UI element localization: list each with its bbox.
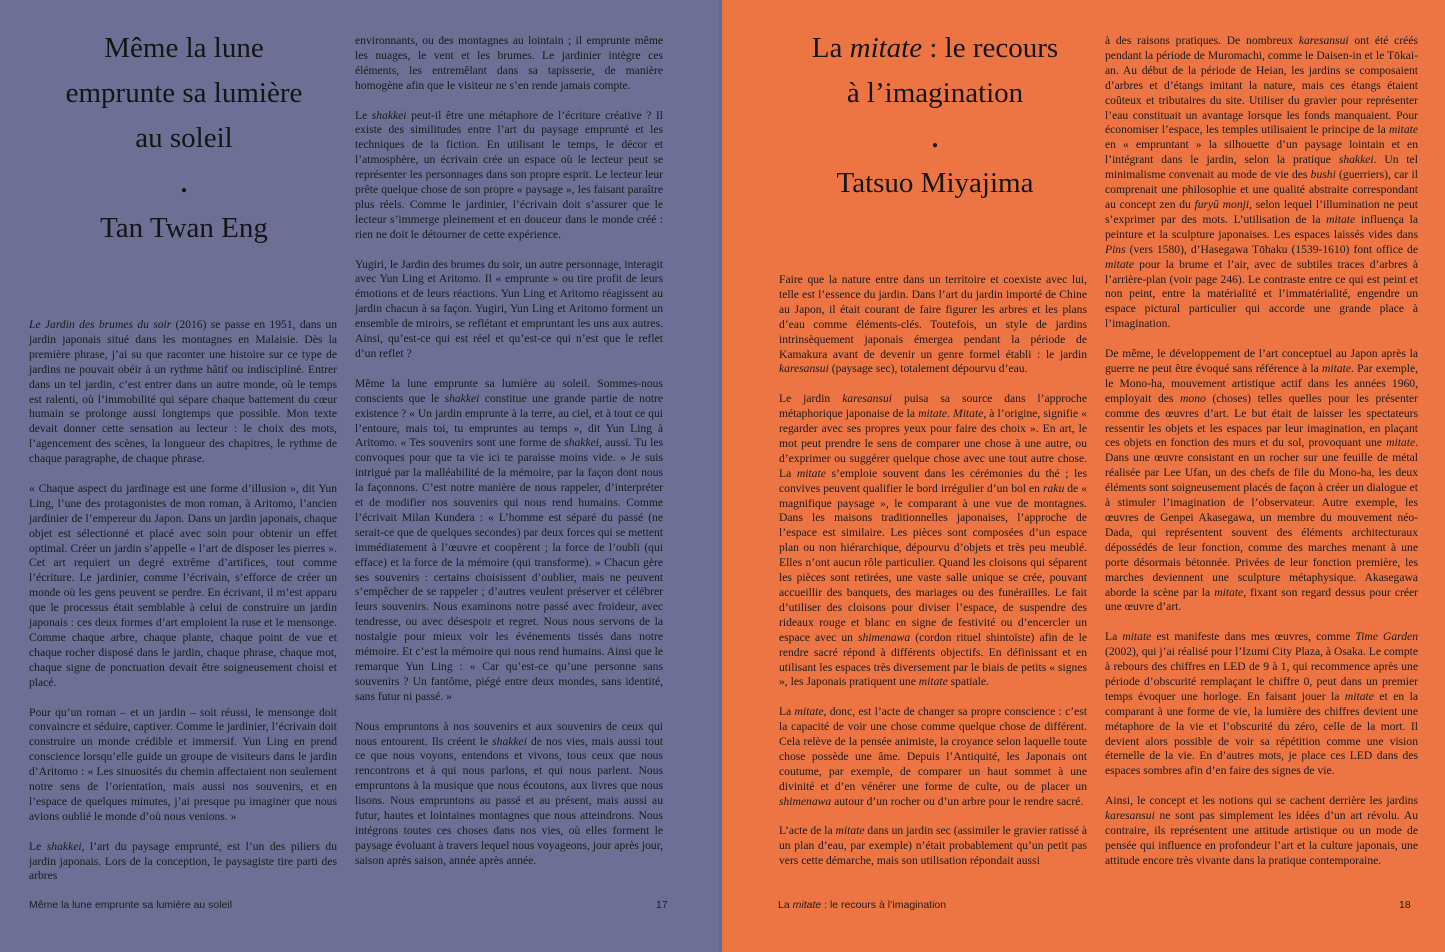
paragraph: La mitate est manifeste dans mes œuvres, comme Time Garden (2002), qui j’ai réalisé pour l’Izumi City Plaza, à Osaka. Le compte à rebours des chiffres en LED de 9 à 1, qui recommence après une période d’obscurité remplaçant le chiffre 0, peut dans un premier temps évoquer une horloge. En faisant jouer la mitate et en la comparant à une forme de vie, la lumière des chiffres devient une métaphore de la vie et l’obscurité du zéro, celle de la mort. Il devient alors possible de voir sa répétition comme une vision éternelle de la vie. En d’autres mots, je place ces LED dans des espaces sombres afin d’en faire des signes de vie.: [1105, 630, 1419, 778]
right-column-2: [1105, 34, 1418, 874]
left-page-number: 17: [656, 899, 668, 911]
paragraph: Ainsi, le concept et les notions qui se cachent derrière les jardins karesansui ne sont pas simplement les idées d’un art révolu. Au contraire, ils représentent une attitude artistique ou un mode de pensée qui influence en profondeur l’art et la culture japonais, une attitude encore très vivante dans la pratique contemporaine.: [1105, 794, 1418, 867]
right-title-line: [770, 26, 1100, 71]
left-title-line: Même la lune: [104, 32, 264, 64]
left-running-title: Même la lune emprunte sa lumière au soleil: [29, 899, 233, 911]
paragraph: Le Jardin des brumes du soir (2016) se passe en 1951, dans un jardin japonais situé dans les montagnes en Malaisie. Dès la première phrase, j’ai su que raconter une histoire sur ce type de jardins ne pouvait obéir à un rythme hâtif ou indiscipliné. Entrer dans un tel jardin, c’est entrer dans un autre monde, où le temps est ralenti, où l’immobilité qui sépare chaque battement du cœur humain se prolonge aussi longtemps que possible. Mon texte devait donner cette sensation au lecteur : le choix des mots, l’agencement des scènes, la longueur des chapitres, le rythme de chaque paragraphe, de chaque phrase.: [29, 318, 337, 466]
paragraph: Même la lune emprunte sa lumière au soleil. Sommes-nous conscients que le shakkei constitue une grande partie de notre existence ? « Un jardin emprunte à la terre, au ciel, et à tout ce qui l’entoure, mais toi, tu empruntes au temps », dit Yun Ling à Aritomo. « Tes souvenirs sont une forme de shakkei, aussi. Tu les convoques pour que ta vie ici te paraisse moins vide. » Je suis intrigué par la malléabilité de la mémoire, par la façon dont nous la façonnons. C’est notre manière de nous rappeler, d’interpréter et de modifier nos souvenirs qui nous rend humains. Comme l’écrivait Milan Kundera : « L’homme est séparé du passé (ne serait-ce que de quelques secondes) par deux forces qui se mettent immédiatement à l’œuvre et coopèrent ; la force de l’oubli (qui efface) et la force de la mémoire (qui transforme). » Chacun gère ses souvenirs : certains choisissent d’oublier, mais ne peuvent s’empêcher de se rappeler ; d’autres veulent préserver et célébrer leurs souvenirs. Nous examinons notre passé avec froideur, avec tendresse, ou avec désespoir et regret. Nous nous servons de la nostalgie pour mieux voir les événements tissés dans notre mémoire. Et c’est la mémoire qui nous rend humains. Ainsi que le remarque Yun Ling : « Car qu’est-ce qu’une personne sans souvenirs ? Un fantôme, piégé entre deux mondes, sans identité, sans futur ni passé. »: [355, 376, 663, 703]
right-running-title: [778, 899, 946, 911]
title-separator: .: [180, 169, 188, 198]
left-title-block: [20, 26, 348, 251]
paragraph: L’acte de la mitate dans un jardin sec (assimiler le gravier ratissé à un plan d’eau, par exemple) n’était probablement qu’un petit pas vers cette démarche, mais son utilisation répondait aussi: [779, 824, 1087, 868]
paragraph: « Chaque aspect du jardinage est une forme d’illusion », dit Yun Ling, l’une des protagonistes de mon roman, à Aritomo, l’ancien jardinier de l’empereur du Japon. Dans un jardin japonais, chaque objet est sélectionné et placé avec soin pour obtenir un effet optimal. Créer un jardin s’appelle « l’art de disposer les pierres ». Cet art requiert un degré extrême d’artifices, tout comme l’écriture. Le jardinier, comme l’écrivain, s’efforce de créer un monde où les gens peuvent se perdre. En écrivant, il m’est apparu que le processus était semblable à celui de construire un jardin japonais : ces deux formes d’art emploient la ruse et le mensonge. Comme chaque arbre, chaque plante, chaque point de vue et chaque rocher disposé dans le jardin, chaque phrase, chaque mot, chaque signe de ponctuation devait être soigneusement choisi et placé.: [29, 481, 337, 689]
paragraph: De même, le développement de l’art conceptuel au Japon après la guerre ne peut être évoqué sans référence à la mitate. Par exemple, le Mono-ha, mouvement artistique actif dans les années 1960, employait des mono (choses) telles quelles pour les présenter comme des œuvres d’art. Le but était de laisser les spectateurs ressentir les objets et les espaces par leur imagination, en plaçant ces objets en fonction des murs et du sol, provoquant une mitate. Dans une œuvre consistant en un rocher sur une feuille de métal réalisée par Lee Ufan, un des chefs de file du Mono-ha, les deux éléments sont soigneusement placés de façon à créer un dialogue et à stimuler l’imagination de l’observateur. Autre exemple, les œuvres de Genpei Akasegawa, un membre du mouvement néo-Dada, qui représentent souvent des éléments architecturaux dépossédés de leur fonction, comme des marches menant à une porte désormais bétonnée. Privées de leur fonction première, les marches deviennent une sculpture métaphysique. Akasegawa aborde la scène par la mitate, fixant son regard dessus pour créer une œuvre d’art.: [1105, 347, 1418, 614]
paragraph: Le shakkei, l’art du paysage emprunté, est l’un des piliers du jardin japonais. Lors de la conception, le paysagiste tire parti des arbres: [29, 839, 337, 883]
paragraph: La mitate, donc, est l’acte de changer sa propre conscience : c’est la capacité de voir une chose comme quelque chose de différent. Cela relève de la pensée animiste, la croyance selon laquelle toute chose possède une âme. Depuis l’Antiquité, les Japonais ont coutume, par exemple, de comparer un haut sommet à une divinité et d’en vénérer une forme de culte, ou de placer un shimenawa autour d’un rocher ou d’un arbre pour le rendre sacré.: [779, 705, 1087, 808]
footer-text: La: [778, 899, 793, 911]
title-text: : le recours: [922, 32, 1059, 64]
left-title-line: au soleil: [135, 122, 233, 154]
paragraph: à des raisons pratiques. De nombreux karesansui ont été créés pendant la période de Muromachi, comme le Daisen-in et le Tōkai-an. Au début de la période de Heian, les jardins se composaient d’arbres et d’étangs imitant la nature, mais ces étangs étaient coûteux et tributaires du site. Utiliser du gravier pour représenter l’eau constituait un avantage lorsque les fonds manquaient. Pour économiser l’espace, les temples utilisaient le principe de la mitate en « empruntant » la silhouette d’un paysage lointain et en l’intégrant dans le jardin, selon la pratique shakkei. Un tel minimalisme convenait au mode de vie des bushi (guerriers), car il comprenait une philosophie et une qualité abstraite correspondant au concept zen du furyū monji, selon lequel l’illumination ne peut s’exprimer par des mots. L’utilisation de la mitate influença la peinture et la sculpture japonaises. Les espaces laissés vides dans Pins (vers 1580), d’Hasegawa Tōhaku (1539-1610) font office de mitate pour la brume et l’air, avec de subtiles traces d’arbres à l’arrière-plan (voir page 246). Le contraste entre ce qui est peint et non peint, entre la matérialité et l’immatérialité, engendre un espace pictural particulier qui accorde une grande place à l’imagination.: [1105, 34, 1419, 331]
spine-shadow: [719, 0, 725, 952]
paragraph: Le shakkei peut-il être une métaphore de l’écriture créative ? Il existe des similitudes entre l’art du paysage emprunté et les techniques de la fiction. En utilisant le temps, le décor et l’atmosphère, un écrivain crée un espace où le lecteur peut se représenter les personnages dans son propre esprit. Le lecteur leur prête quelque chose de son propre « paysage », les faisant paraître plus réels. Comme le jardinier, l’écrivain doit s’assurer que le lecteur s’immerge pleinement et en douceur dans le monde créé : rien ne doit le détourner de cette expérience.: [355, 108, 663, 241]
left-page: [0, 0, 722, 952]
left-author: Tan Twan Eng: [100, 212, 268, 244]
right-author: Tatsuo Miyajima: [836, 167, 1034, 199]
right-title-line: à l’imagination: [846, 77, 1024, 109]
right-column-1: [779, 273, 1087, 874]
paragraph: Nous empruntons à nos souvenirs et aux souvenirs de ceux qui nous entourent. Ils créent le shakkei de nos vies, mais aussi tout ce que nous voyons, entendons et vivons, tous ceux que nous rencontrons et à qui nous parlons, et qui nous parlent. Nous empruntons à la musique que nous écoutons, aux livres que nous lisons. Nous empruntons au passé et au présent, mais aussi au futur, hautes et lointaines montagnes que nous atteindrons. Nous intégrons toutes ces choses dans nos vies, où elles forment le paysage évoluant à travers lequel nous voyageons, jour après jour, saison après saison, année après année.: [355, 719, 664, 867]
title-separator: .: [931, 124, 939, 153]
paragraph: Faire que la nature entre dans un territoire et coexiste avec lui, telle est l’essence du jardin. Dans l’art du jardin importé de Chine au Japon, il était courant de faire figurer les arbres et les plans d’eau comme éléments-clés. Toutefois, un style de jardins intrinsèquement japonais émergea pendant la période de Kamakura avant de devenir un genre formel établi : le jardin karesansui (paysage sec), totalement dépourvu d’eau.: [779, 273, 1087, 376]
left-title-line: emprunte sa lumière: [65, 77, 303, 109]
right-title-block: [770, 26, 1100, 206]
right-page: [722, 0, 1445, 952]
paragraph: Yugiri, le Jardin des brumes du soir, un autre personnage, interagit avec Yun Ling et Aritomo. Il « emprunte » ou tire profit de leurs émotions et de leurs réactions. Yun Ling et Aritomo réagissent au jardin chacun à sa façon. Yugiri, Yun Ling et Aritomo forment un ensemble de miroirs, se reflétant et empruntant les uns aux autres. Ainsi, qu’est-ce qui est réel et qu’est-ce qui n’est que le reflet d’un reflet ?: [355, 257, 663, 360]
title-italic-text: mitate: [849, 32, 923, 64]
left-column-2: [355, 34, 663, 874]
paragraph: Pour qu’un roman – et un jardin – soit réussi, le mensonge doit convaincre et séduire, captiver. Comme le jardinier, l’écrivain doit construire un monde crédible et immersif. Yun Ling en prend conscience lorsqu’elle guide un groupe de visiteurs dans le jardin d’Aritomo : « Les sinuosités du chemin affectaient non seulement notre sens de l’orientation, mais aussi nos souvenirs, et en l’espace de quelques minutes, j’ai presque pu imaginer que nous avions oublié le monde d’où nous venions. »: [29, 705, 337, 823]
paragraph: environnants, ou des montagnes au lointain ; il emprunte même les nuages, le vent et les brumes. Le jardinier intègre ces éléments, les entremêlant dans sa tapisserie, de manière homogène afin que le visiteur ne s’en rende jamais compte.: [355, 34, 663, 92]
footer-italic-text: mitate: [792, 899, 822, 911]
footer-text: : le recours à l’imagination: [821, 899, 947, 911]
title-text: La: [811, 32, 850, 64]
paragraph: Le jardin karesansui puisa sa source dans l’approche métaphorique japonaise de la mitate. Mitate, à l’origine, signifie « regarder avec ses propres yeux pour faire des choix ». En art, le mot peut prendre le sens de comparer une chose à une autre, ou d’exprimer ou suggérer quelque chose avec une tout autre chose. La mitate s’emploie souvent dans les cérémonies du thé ; les convives peuvent qualifier le bord irrégulier d’un bol en raku de « magnifique paysage », le comparant à une vue de montagnes. Dans les maisons traditionnelles japonaises, l’approche de l’espace est similaire. Les pièces sont composées d’un espace plan ou non hiérarchique, dépourvu d’objets et très peu meublé. Elles n’ont aucun rôle particulier. Quand les cloisons qui séparent les pièces sont retirées, une vaste salle unique se crée, pouvant accueillir des banquets, des mariages ou des funérailles. Le fait d’utiliser des cloisons pour diviser l’espace, de suspendre des rideaux rouge et blanc en signe de festivité ou d’encercler un espace avec un shimenawa (cordon rituel shintoïste) afin de le rendre sacré répond à différents objectifs. En définissant et en utilisant les espaces très diversement par le biais de petits « signes », les Japonais pratiquent une mitate spatiale.: [779, 392, 1088, 689]
left-column-1: [29, 318, 337, 883]
right-page-number: 18: [1399, 899, 1411, 911]
